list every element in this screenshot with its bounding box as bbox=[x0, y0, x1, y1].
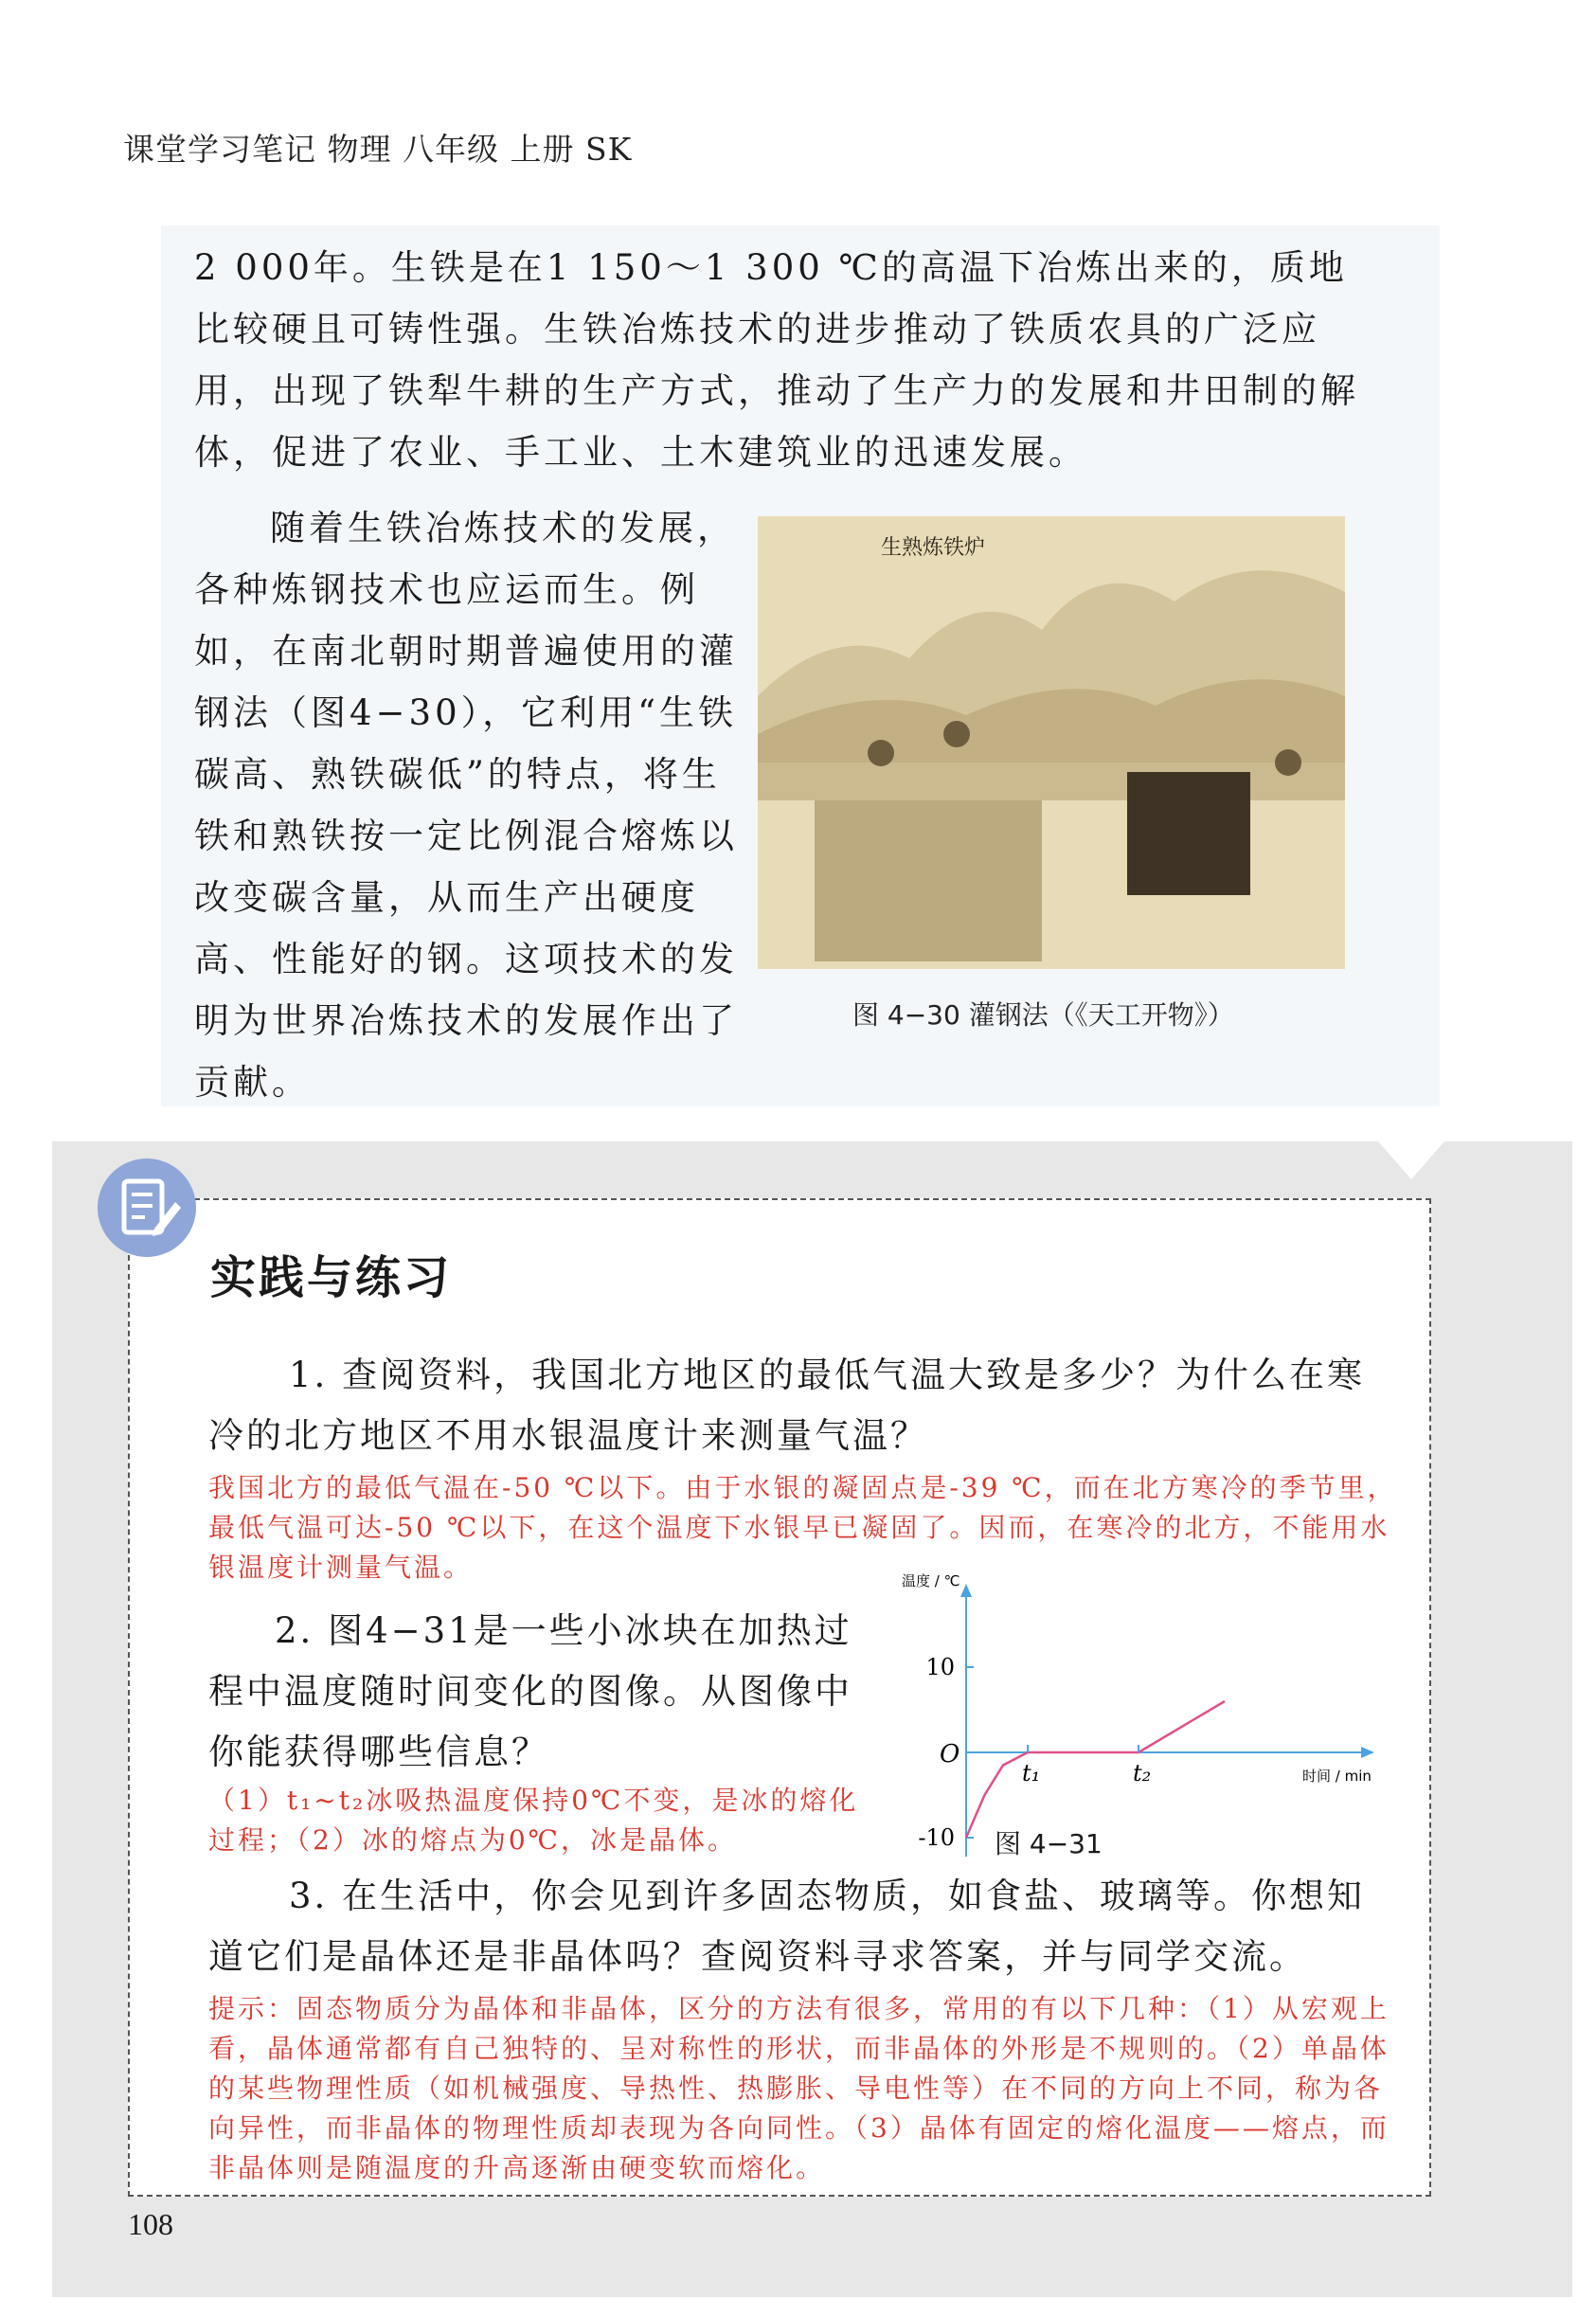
paragraph-iron-smelting: 2 000年。生铁是在1 150～1 300 ℃的高温下冶炼出来的，质地比较硬且可铸性强。生铁冶炼技术的进步推动了铁质农具的广泛应用，出现了铁犁牛耕的生产方式，推动了生产力的发展和井田制的解体，促进了农业、手工业、土木建筑业的迅速发展。 bbox=[194, 247, 1359, 473]
figure-4-30-illustration bbox=[758, 516, 1345, 969]
x-tick-label: t₂ bbox=[1133, 1760, 1152, 1786]
page-header: 课堂学习笔记 物理 八年级 上册 SK bbox=[123, 131, 633, 168]
x-axis-arrow bbox=[1361, 1747, 1374, 1758]
y-axis-arrow bbox=[960, 1584, 972, 1597]
note-pencil-icon bbox=[98, 1158, 196, 1257]
question-2: 2. 图4−31是一些小冰块在加热过程中温度随时间变化的图像。从图像中你能获得哪些信息？ bbox=[208, 1610, 852, 1772]
figure-4-30-caption: 图 4−30 灌钢法（《天工开物》） bbox=[852, 999, 1234, 1031]
y-tick-label: 10 bbox=[925, 1654, 955, 1680]
answer-1: 我国北方的最低气温在-50 ℃以下。由于水银的凝固点是-39 ℃，而在北方寒冷的季节里，最低气温可达-50 ℃以下，在这个温度下水银早已凝固了。因而，在寒冷的北方，不能用水银温度计测量气温。 bbox=[208, 1472, 1397, 1583]
section-title: 实践与练习 bbox=[210, 1251, 453, 1304]
x-axis-label: 时间 / min bbox=[1302, 1768, 1372, 1785]
figure-4-31-caption: 图 4−31 bbox=[995, 1828, 1103, 1859]
question-1: 1. 查阅资料，我国北方地区的最低气温大致是多少？为什么在寒冷的北方地区不用水银温度计来测量气温？ bbox=[208, 1355, 1366, 1456]
origin-label: O bbox=[940, 1740, 960, 1768]
paragraph-steel-making: 随着生铁冶炼技术的发展，各种炼钢技术也应运而生。例如，在南北朝时期普遍使用的灌钢法（图4−30），它利用“生铁碳高、熟铁碳低”的特点，将生铁和熟铁按一定比例混合熔炼以改变碳含量，从而生产出硬度高、性能好的钢。这项技术的发明为世界冶炼技术的发展作出了贡献。 bbox=[194, 508, 738, 1103]
y-axis-label: 温度 / ℃ bbox=[902, 1572, 960, 1589]
figure-4-31-chart bbox=[871, 1563, 1402, 1876]
y-tick-label: -10 bbox=[918, 1824, 955, 1851]
question-3: 3. 在生活中，你会见到许多固态物质，如食盐、玻璃等。你想知道它们是晶体还是非晶体吗？查阅资料寻求答案，并与同学交流。 bbox=[208, 1876, 1366, 1977]
illustration-inscription: 生熟炼铁炉 bbox=[881, 536, 986, 560]
answer-2: （1）t₁~t₂冰吸热温度保持0℃不变，是冰的熔化过程；（2）冰的熔点为0℃，冰是晶体。 bbox=[208, 1785, 859, 1856]
page-number: 108 bbox=[128, 2207, 173, 2241]
answer-3: 提示：固态物质分为晶体和非晶体，区分的方法有很多，常用的有以下几种：（1）从宏观上看，晶体通常都有自己独特的、呈对称性的形状，而非晶体的外形是不规则的。（2）单晶体的某些物理性质（如机械强度、导热性、热膨胀、导电性等）在不同的方向上不同，称为各向异性，而非晶体的物理性质却表现为各向同性。（3）晶体有固定的熔化温度——熔点，而非晶体则是随温度的升高逐渐由硬变软而熔化。 bbox=[208, 1993, 1390, 2183]
temperature-curve bbox=[966, 1701, 1225, 1838]
x-tick-label: t₁ bbox=[1022, 1760, 1041, 1786]
corner-notch bbox=[1378, 1141, 1444, 1179]
